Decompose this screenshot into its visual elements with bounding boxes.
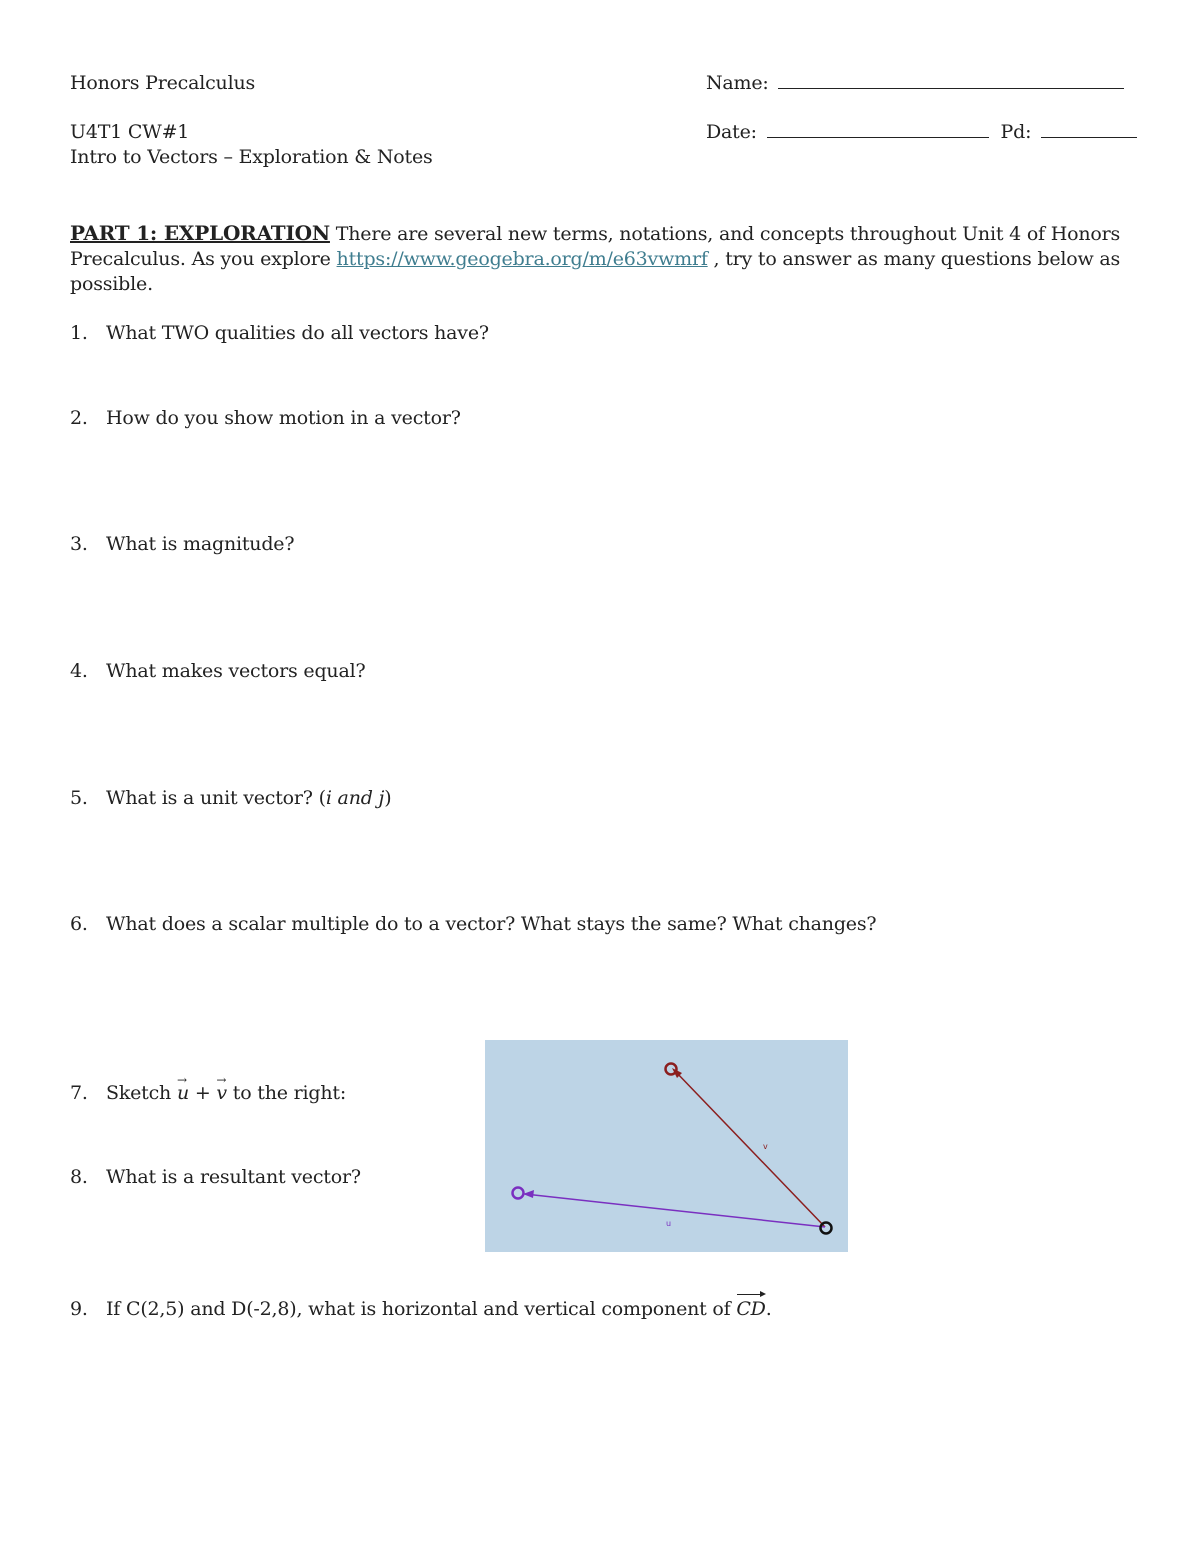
course-title: Honors Precalculus — [70, 72, 256, 94]
intro-text-end: , try to answer as many questions below as possible. — [70, 248, 1121, 295]
period-label: Pd: — [1000, 121, 1032, 143]
assignment-code: U4T1 CW#1 — [70, 121, 190, 143]
question-1 — [70, 321, 489, 345]
name-blank — [778, 72, 1124, 89]
vector-v-endpoint[interactable] — [666, 1064, 677, 1075]
question-text: What is magnitude? — [106, 533, 295, 555]
question-number: 6. — [70, 913, 88, 935]
vector-u-symbol: → u — [177, 1081, 189, 1105]
plus-sign: + — [188, 1082, 217, 1104]
question-text: What TWO qualities do all vectors have? — [106, 322, 489, 344]
question-number: 4. — [70, 660, 88, 682]
name-label: Name: — [706, 72, 769, 94]
question-text: Sketch — [106, 1082, 177, 1104]
vector-u-endpoint[interactable] — [513, 1188, 524, 1199]
question-text: What is a unit vector? ( — [106, 787, 326, 809]
name-field — [706, 71, 1124, 95]
math-i-and-j: i and j — [325, 787, 385, 809]
question-7 — [70, 1081, 346, 1105]
question-3 — [70, 532, 294, 556]
date-blank — [767, 121, 989, 138]
vector-diagram — [485, 1040, 848, 1252]
question-text: If C(2,5) and D(-2,8), what is horizontal and vertical component of — [106, 1298, 737, 1320]
vector-v-symbol: → v — [216, 1081, 227, 1105]
vector-v-line — [675, 1071, 825, 1227]
geogebra-link[interactable]: https://www.geogebra.org/m/e63vwmrf — [336, 248, 708, 270]
vector-u-label: u — [666, 1219, 672, 1228]
question-4 — [70, 659, 365, 683]
part-heading: PART 1: EXPLORATION — [70, 221, 330, 245]
vector-u-line — [525, 1194, 825, 1227]
intro-text: There are several new terms, notations, and concepts throughout Unit 4 of Honors Precalculus. As you explore — [70, 223, 1121, 270]
question-number: 3. — [70, 533, 88, 555]
intro-paragraph — [70, 221, 1130, 297]
question-number: 1. — [70, 322, 88, 344]
question-number: 5. — [70, 787, 88, 809]
period-blank — [1041, 121, 1137, 138]
question-text-end: . — [765, 1298, 772, 1320]
question-number: 9. — [70, 1298, 88, 1320]
question-9 — [70, 1297, 772, 1321]
question-number: 8. — [70, 1166, 88, 1188]
question-text: What makes vectors equal? — [106, 660, 366, 682]
question-text-end: to the right: — [226, 1082, 347, 1104]
question-text: What is a resultant vector? — [106, 1166, 361, 1188]
vector-cd-symbol: CD — [736, 1298, 766, 1320]
question-8 — [70, 1165, 361, 1189]
vector-v-label: v — [763, 1142, 768, 1151]
question-text-end: ) — [384, 787, 392, 809]
question-5 — [70, 786, 391, 810]
vector-diagram-svg — [485, 1040, 848, 1252]
question-2 — [70, 406, 461, 430]
vector-origin-point[interactable] — [821, 1223, 832, 1234]
question-number: 2. — [70, 407, 88, 429]
question-text: How do you show motion in a vector? — [106, 407, 461, 429]
question-6 — [70, 912, 876, 936]
question-text: What does a scalar multiple do to a vector? What stays the same? What changes? — [106, 913, 877, 935]
date-label: Date: — [706, 121, 757, 143]
worksheet-subtitle: Intro to Vectors – Exploration & Notes — [70, 146, 433, 168]
date-field — [706, 120, 1137, 144]
question-number: 7. — [70, 1082, 88, 1104]
